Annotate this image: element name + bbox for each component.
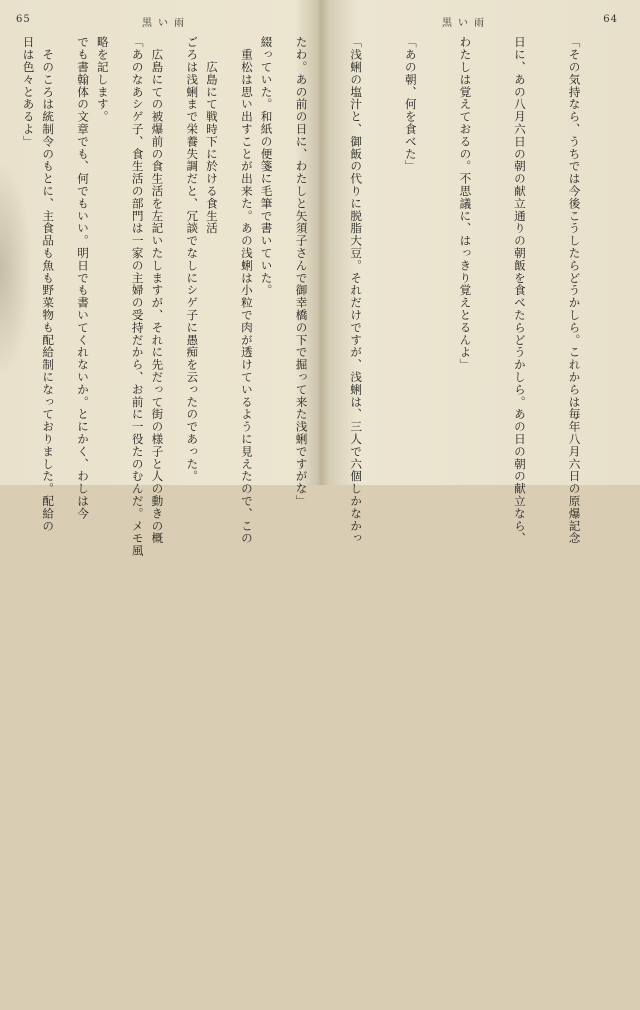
text-line: 「あのなあシゲ子、食生活の部門は一家の主婦の受持だから、お前に一役たのむんだ。メモ風 bbox=[130, 36, 145, 557]
text-line: 広島にての被爆前の食生活を左記いたしますが、それに先だって街の様子と人の動きの概 bbox=[150, 36, 165, 545]
text-line: でも書翰体の文章でも、何でもいい。明日でも書いてくれないか。とにかく、わしは今 bbox=[76, 36, 91, 520]
text-line: 「あの朝、何を食べた」 bbox=[403, 36, 418, 173]
page-number: 64 bbox=[603, 14, 618, 25]
text-line: ごろは浅蜊まで栄養失調だと、冗談でなしにシゲ子に愚痴を云ったのであった。 bbox=[185, 36, 200, 483]
page-number: 65 bbox=[16, 14, 31, 25]
text-line: わたしは覚えておるの。不思議に、はっきり覚えとるんよ」 bbox=[458, 36, 473, 371]
text-line: たわ。あの前の日に、わたしと矢須子さんで御幸橋の下で掘って来た浅蜊ですがな」 bbox=[294, 36, 309, 508]
text-line: 日に、あの八月六日の朝の献立通りの朝飯を食べたらどうかしら。あの日の朝の献立なら、 bbox=[512, 36, 527, 545]
text-line: 日は色々とあるよ」 bbox=[21, 36, 36, 148]
text-line: 綴っていた。和紙の便箋に毛筆で書いていた。 bbox=[259, 36, 274, 297]
text-line: そのころは統制令のもとに、主食品も魚も野菜物も配給制になっておりました。配給の bbox=[41, 36, 56, 532]
text-line: 広島にて戦時下に於ける食生活 bbox=[204, 36, 219, 235]
text-line: 「その気持なら、うちでは今後こうしたらどうかしら。これからは毎年八月六日の原爆記念 bbox=[567, 36, 582, 545]
text-line: 重松は思い出すことが出来た。あの浅蜊は小粒で肉が透けているように見えたので、この bbox=[239, 36, 254, 545]
running-head: 黒い雨 bbox=[142, 18, 190, 29]
running-head: 黒い雨 bbox=[442, 18, 490, 29]
text-line: 「浅蜊の塩汁と、御飯の代りに脱脂大豆。それだけですが、浅蜊は、三人で六個しかなかっ bbox=[349, 36, 364, 545]
text-line: 略を記します。 bbox=[95, 36, 110, 123]
